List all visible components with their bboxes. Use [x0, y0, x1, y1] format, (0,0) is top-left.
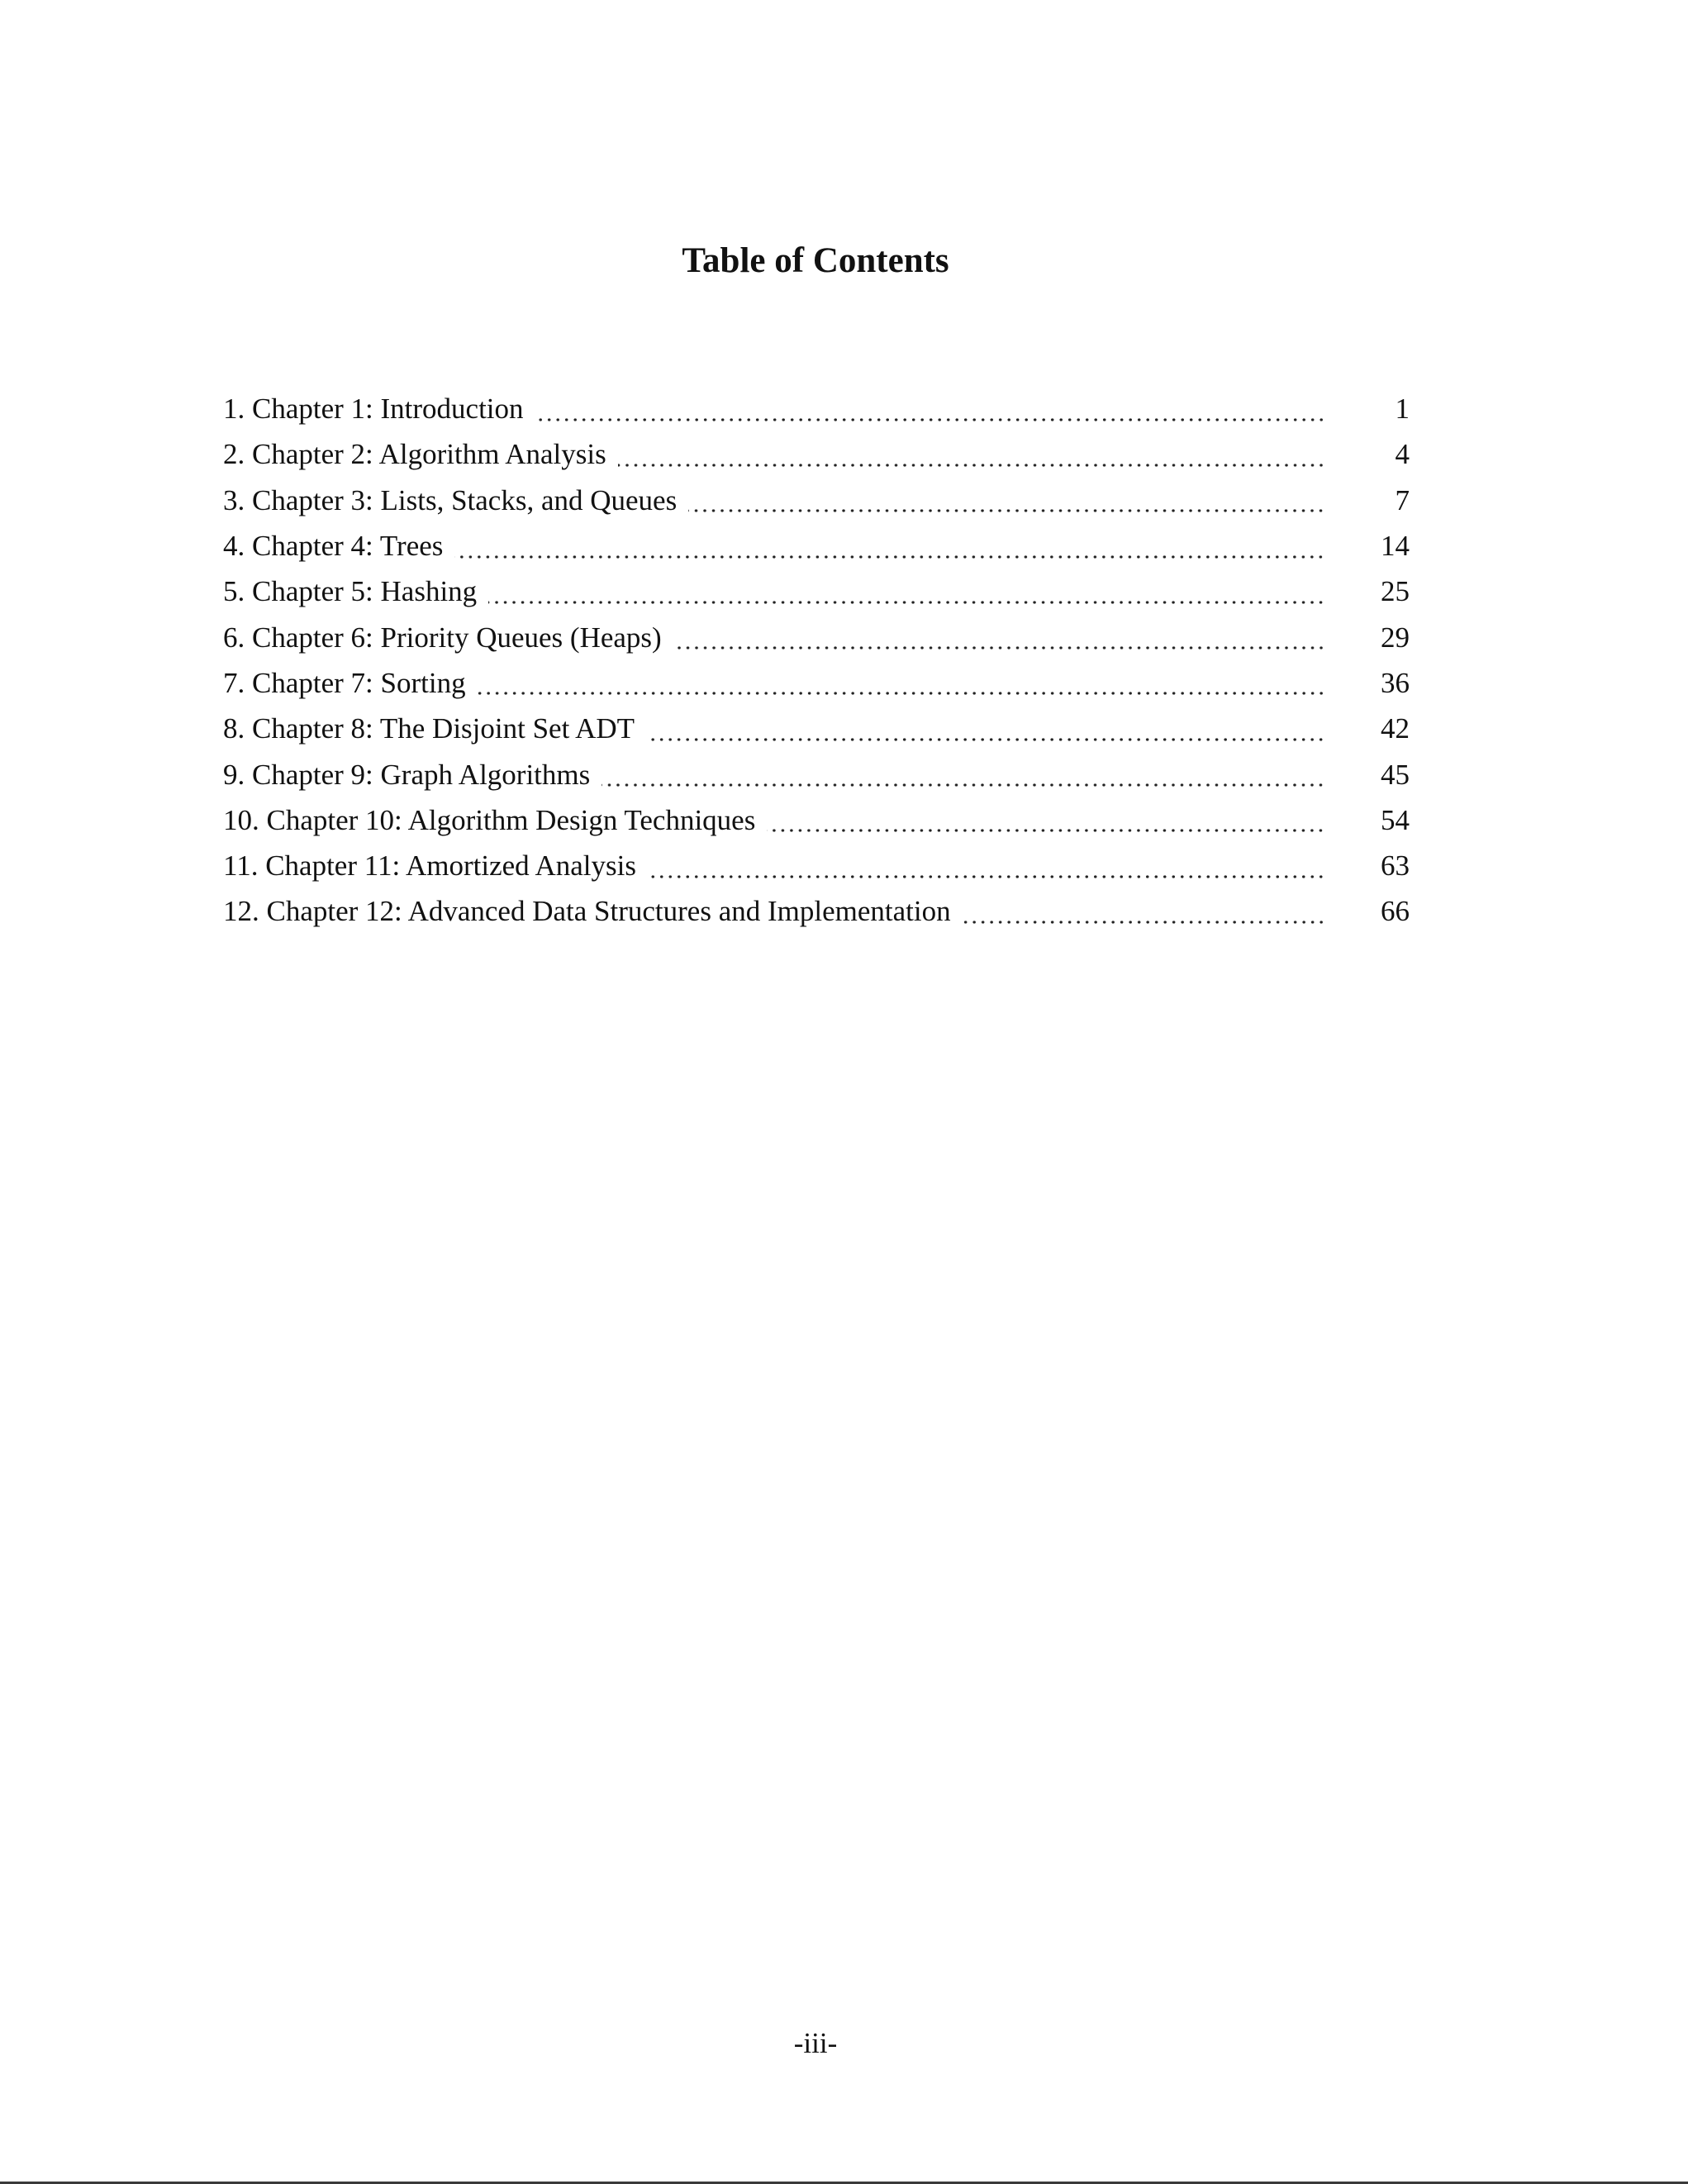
dot-leader	[618, 464, 1325, 467]
dot-leader	[767, 829, 1325, 832]
toc-entry-page: 63	[1381, 849, 1410, 883]
toc-entry-page: 25	[1381, 575, 1410, 608]
dot-leader	[601, 783, 1325, 787]
toc-entry-label: 10. Chapter 10: Algorithm Design Techniques	[223, 803, 756, 836]
toc-entry-label: 4. Chapter 4: Trees	[223, 530, 444, 563]
toc-entry-page: 66	[1381, 895, 1410, 928]
toc-entry-label: 8. Chapter 8: The Disjoint Set ADT	[223, 712, 635, 745]
toc-entry[interactable]	[223, 386, 1410, 431]
toc-entry[interactable]	[223, 888, 1410, 934]
toc-entry-label: 2. Chapter 2: Algorithm Analysis	[223, 438, 606, 471]
toc-entry-page: 14	[1381, 530, 1410, 563]
toc-entry[interactable]	[223, 843, 1410, 888]
dot-leader	[673, 646, 1325, 649]
toc-entry-page: 42	[1381, 712, 1410, 745]
dot-leader	[535, 418, 1325, 421]
toc-entry[interactable]	[223, 706, 1410, 751]
dot-leader	[478, 692, 1325, 695]
toc-entry[interactable]	[223, 478, 1410, 523]
toc-entry[interactable]	[223, 614, 1410, 659]
dot-leader	[963, 921, 1325, 924]
dot-leader	[646, 738, 1325, 741]
toc-entry-page: 36	[1381, 666, 1410, 699]
toc-entry-label: 9. Chapter 9: Graph Algorithms	[223, 758, 591, 791]
toc-list	[223, 386, 1410, 935]
toc-entry-label: 5. Chapter 5: Hashing	[223, 575, 478, 608]
toc-title: Table of Contents	[682, 241, 949, 280]
toc-entry-label: 3. Chapter 3: Lists, Stacks, and Queues	[223, 483, 678, 516]
toc-entry[interactable]	[223, 751, 1410, 797]
dot-leader	[688, 509, 1325, 512]
toc-entry[interactable]	[223, 569, 1410, 614]
toc-entry-label: 7. Chapter 7: Sorting	[223, 666, 466, 699]
dot-leader	[488, 601, 1325, 604]
toc-entry-page: 7	[1395, 483, 1410, 516]
dot-leader	[454, 555, 1325, 559]
toc-entry[interactable]	[223, 797, 1410, 843]
toc-entry-label: 12. Chapter 12: Advanced Data Structures and Implementation	[223, 895, 951, 928]
toc-entry-page: 29	[1381, 621, 1410, 654]
toc-entry-label: 6. Chapter 6: Priority Queues (Heaps)	[223, 621, 662, 654]
toc-entry[interactable]	[223, 523, 1410, 569]
toc-entry-page: 4	[1395, 438, 1410, 471]
toc-entry[interactable]	[223, 431, 1410, 477]
toc-entry-page: 54	[1381, 803, 1410, 836]
toc-entry-label: 11. Chapter 11: Amortized Analysis	[223, 849, 636, 883]
dot-leader	[648, 875, 1325, 878]
toc-entry-page: 45	[1381, 758, 1410, 791]
toc-entry-label: 1. Chapter 1: Introduction	[223, 393, 524, 426]
toc-entry-page: 1	[1395, 393, 1410, 426]
toc-entry[interactable]	[223, 660, 1410, 706]
page-number: -iii-	[793, 2027, 838, 2059]
